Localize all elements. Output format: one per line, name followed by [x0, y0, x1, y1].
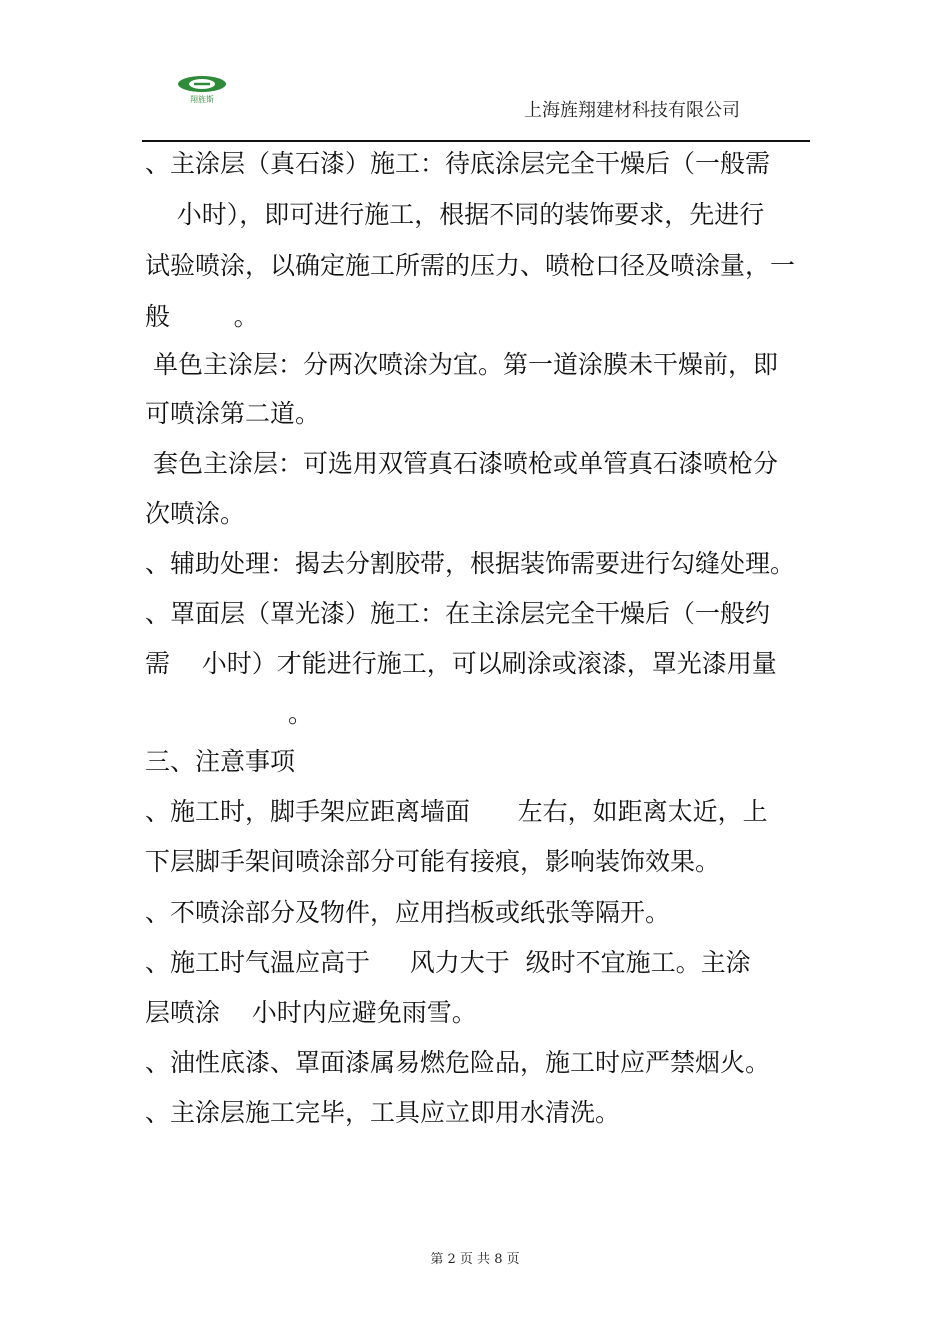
body-line: 下层脚手架间喷涂部分可能有接痕，影响装饰效果。	[145, 847, 721, 876]
body-line: 、辅助处理：揭去分割胶带，根据装饰需要进行勾缝处理。	[145, 549, 796, 578]
body-line: 、主涂层（真石漆）施工：待底涂层完全干燥后（一般需	[145, 149, 771, 178]
body-line: 、施工时气温应高于 风力大于 级时不宜施工。主涂	[145, 948, 751, 977]
body-line: 试验喷涂，以确定施工所需的压力、喷枪口径及喷涂量，一	[145, 251, 796, 280]
page-number: 第 2 页 共 8 页	[430, 1252, 520, 1267]
company-name: 上海旌翔建材科技有限公司	[524, 100, 740, 121]
body-line: 小时），即可进行施工，根据不同的装饰要求，先进行	[145, 200, 765, 229]
body-line: 需 小时）才能进行施工，可以刷涂或滚漆，罩光漆用量	[145, 649, 777, 678]
logo-text: 翔旌斯	[190, 95, 214, 104]
header-rule	[142, 140, 810, 142]
body-line: 般 。	[145, 302, 259, 331]
body-line: 单色主涂层：分两次喷涂为宜。第一道涂膜未干燥前，即	[145, 350, 778, 379]
body-line: 、主涂层施工完毕，工具应立即用水清洗。	[145, 1098, 621, 1127]
body-line: 、油性底漆、罩面漆属易燃危险品，施工时应严禁烟火。	[145, 1048, 771, 1077]
body-line: 层喷涂 小时内应避免雨雪。	[145, 998, 477, 1027]
company-logo	[174, 74, 230, 106]
body-line: 、罩面层（罩光漆）施工：在主涂层完全干燥后（一般约	[145, 599, 771, 628]
body-line: 次喷涂。	[145, 499, 246, 528]
body-line: 可喷涂第二道。	[145, 399, 321, 428]
section-heading: 三、注意事项	[145, 747, 296, 776]
body-line: 。	[145, 699, 314, 728]
body-line: 套色主涂层：可选用双管真石漆喷枪或单管真石漆喷枪分	[145, 449, 778, 478]
body-line: 、不喷涂部分及物件，应用挡板或纸张等隔开。	[145, 898, 671, 927]
body-line: 、施工时，脚手架应距离墙面 左右，如距离太近，上	[145, 797, 768, 826]
